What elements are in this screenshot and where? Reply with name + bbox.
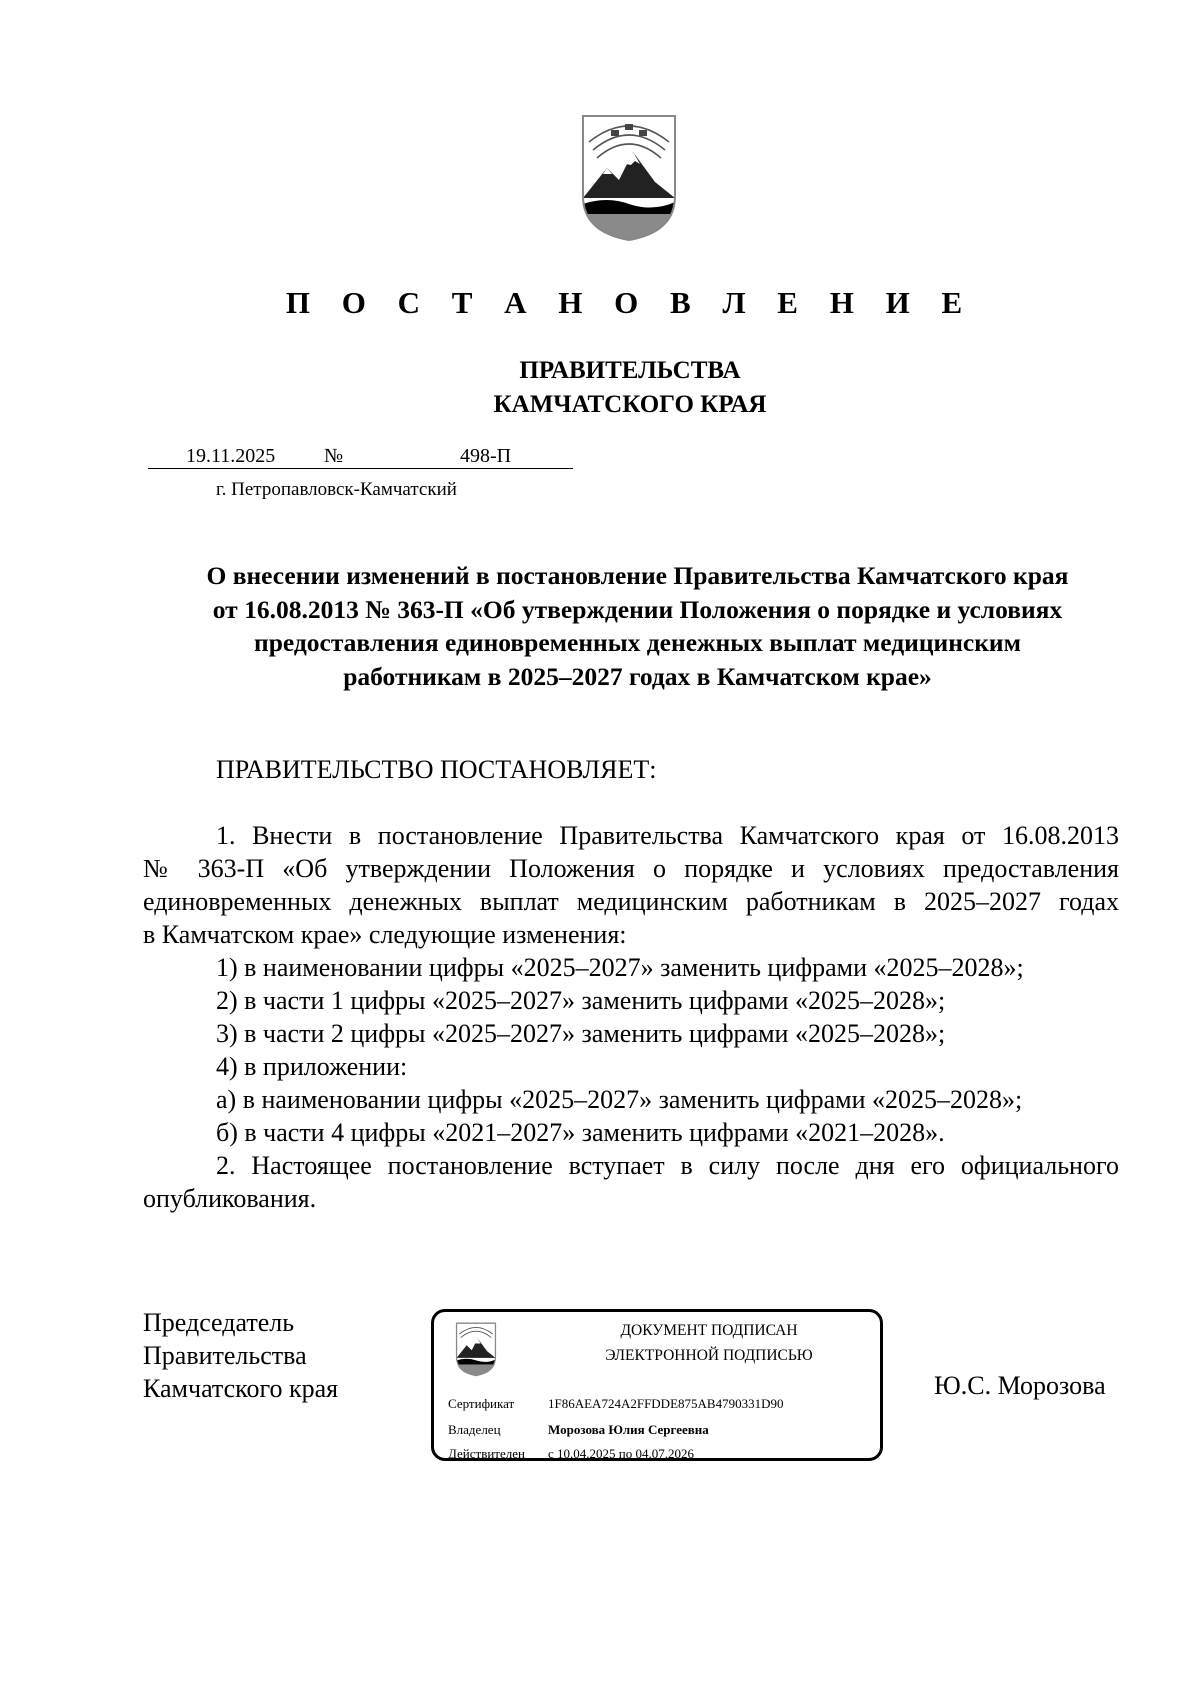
coat-of-arms-icon: [577, 112, 681, 242]
signatory-name: Ю.С. Морозова: [934, 1371, 1106, 1400]
issuer-line: КАМЧАТСКОГО КРАЯ: [493, 391, 767, 418]
validity-value: с 10.04.2025 по 04.07.2026: [548, 1446, 694, 1461]
body-line: 2. Настоящее постановление вступает в силу после дня его официального: [216, 1151, 1119, 1180]
validity-label: Действителен: [448, 1446, 525, 1461]
position-line: Камчатского края: [143, 1374, 339, 1403]
signatory-position: [143, 1306, 338, 1405]
stamp-emblem-icon: [454, 1321, 498, 1377]
list-item: а) в наименовании цифры «2025–2027» заменить цифрами «2025–2028»;: [216, 1085, 1023, 1114]
heading-line: работникам в 2025–2027 годах в Камчатском крае»: [343, 661, 932, 691]
document-type-title: П О С Т А Н О В Л Е Н И Е: [285, 285, 975, 320]
position-line: Председатель: [143, 1308, 295, 1337]
body-line: 1. Внести в постановление Правительства Камчатского края от 16.08.2013: [216, 821, 1119, 850]
document-date: 19.11.2025: [186, 445, 276, 467]
document-number: 498-П: [460, 445, 512, 467]
number-sign: №: [324, 445, 344, 467]
list-item: 2) в части 1 цифры «2025–2027» заменить цифрами «2025–2028»;: [216, 986, 946, 1015]
validity-row: [448, 1446, 694, 1462]
body-line: единовременных денежных выплат медицинским работникам в 2025–2027 годах: [143, 887, 1119, 916]
stamp-header: ДОКУМЕНТ ПОДПИСАН: [620, 1322, 798, 1339]
list-item: б) в части 4 цифры «2021–2027» заменить цифрами «2021–2028».: [216, 1118, 945, 1147]
document-heading: [145, 559, 1130, 693]
decree-statement: ПРАВИТЕЛЬСТВО ПОСТАНОВЛЯЕТ:: [216, 755, 657, 784]
date-number-line: [148, 445, 573, 471]
issuer-block: [0, 354, 1200, 422]
certificate-label: Сертификат: [448, 1396, 515, 1411]
document-body: [143, 819, 1119, 1215]
electronic-signature-stamp: [431, 1309, 883, 1461]
paragraph-2: [143, 1149, 1119, 1215]
paragraph-1: [143, 819, 1119, 951]
owner-row: [448, 1422, 709, 1438]
certificate-row: [448, 1396, 783, 1412]
owner-label: Владелец: [448, 1422, 501, 1437]
position-line: Правительства: [143, 1341, 307, 1370]
body-line: в Камчатском крае» следующие изменения:: [143, 920, 627, 949]
issuer-line: ПРАВИТЕЛЬСТВА: [519, 357, 741, 384]
body-line: опубликования.: [143, 1184, 317, 1213]
heading-line: предоставления единовременных денежных выплат медицинским: [254, 628, 1021, 657]
underline-rule: [148, 468, 573, 469]
stamp-header: ЭЛЕКТРОННОЙ ПОДПИСЬЮ: [605, 1347, 813, 1364]
heading-line: О внесении изменений в постановление Правительства Камчатского края: [206, 561, 1069, 590]
certificate-value: 1F86AEA724A2FFDDE875AB4790331D90: [548, 1396, 784, 1411]
heading-line: от 16.08.2013 № 363-П «Об утверждении Положения о порядке и условиях: [212, 594, 1063, 624]
owner-value: Морозова Юлия Сергеевна: [548, 1422, 709, 1437]
list-item: 3) в части 2 цифры «2025–2027» заменить цифрами «2025–2028»;: [216, 1019, 946, 1048]
city-line: г. Петропавловск-Камчатский: [216, 479, 457, 500]
list-item: 1) в наименовании цифры «2025–2027» заменить цифрами «2025–2028»;: [216, 953, 1024, 982]
list-item: 4) в приложении:: [216, 1052, 408, 1081]
body-line: № 363-П «Об утверждении Положения о порядке и условиях предоставления: [143, 854, 1119, 883]
